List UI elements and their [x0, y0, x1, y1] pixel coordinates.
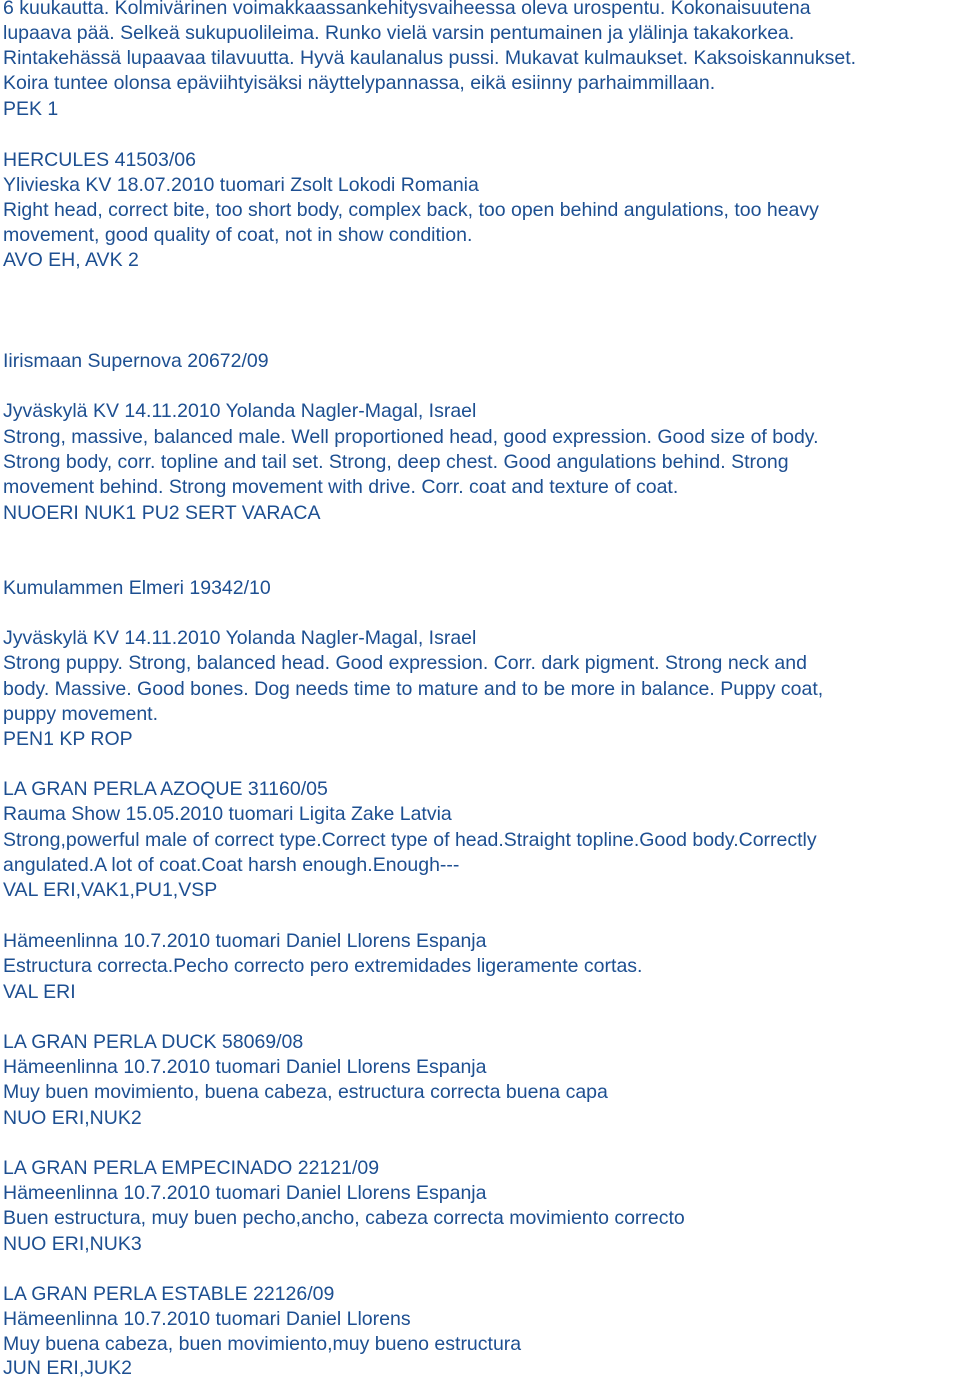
intro-line-1: 6 kuukautta. Kolmivärinen voimakkaassankehitysvaiheessa oleva urospentu. Kokonaisuutena — [3, 0, 811, 19]
supernova-critique-3: movement behind. Strong movement with drive. Corr. coat and texture of coat. — [3, 476, 679, 498]
intro-line-4: Koira tuntee olonsa epäviihtyisäksi näyttelypannassa, eikä esiinny parhaimmillaan. — [3, 72, 716, 94]
hercules-show: Ylivieska KV 18.07.2010 tuomari Zsolt Lokodi Romania — [3, 174, 479, 196]
empecinado-show: Hämeenlinna 10.7.2010 tuomari Daniel Llorens Espanja — [3, 1182, 487, 1204]
supernova-critique-1: Strong, massive, balanced male. Well proportioned head, good expression. Good size of body. — [3, 426, 819, 448]
supernova-title: Iirismaan Supernova 20672/09 — [3, 350, 269, 372]
hercules-title: HERCULES 41503/06 — [3, 149, 196, 171]
supernova-show: Jyväskylä KV 14.11.2010 Yolanda Nagler-Magal, Israel — [3, 400, 477, 422]
duck-title: LA GRAN PERLA DUCK 58069/08 — [3, 1031, 304, 1053]
azoque-critique-3: Estructura correcta.Pecho correcto pero extremidades ligeramente cortas. — [3, 955, 643, 977]
hercules-result: AVO EH, AVK 2 — [3, 249, 139, 271]
supernova-result: NUOERI NUK1 PU2 SERT VARACA — [3, 502, 321, 524]
azoque-title: LA GRAN PERLA AZOQUE 31160/05 — [3, 778, 328, 800]
hercules-critique-2: movement, good quality of coat, not in show condition. — [3, 224, 473, 246]
azoque-result-2: VAL ERI — [3, 981, 76, 1003]
azoque-show-2: Hämeenlinna 10.7.2010 tuomari Daniel Llorens Espanja — [3, 930, 487, 952]
azoque-result-1: VAL ERI,VAK1,PU1,VSP — [3, 879, 218, 901]
intro-line-3: Rintakehässä lupaavaa tilavuutta. Hyvä kaulanalus pussi. Mukavat kulmaukset. Kaksoiskannukset. — [3, 47, 857, 69]
supernova-critique-2: Strong body, corr. topline and tail set. Strong, deep chest. Good angulations behind. Strong — [3, 451, 789, 473]
duck-result: NUO ERI,NUK2 — [3, 1107, 142, 1129]
elmeri-critique-1: Strong puppy. Strong, balanced head. Good expression. Corr. dark pigment. Strong neck and — [3, 652, 807, 674]
elmeri-result: PEN1 KP ROP — [3, 728, 133, 750]
intro-line-2: lupaava pää. Selkeä sukupuolileima. Runko vielä varsin pentumainen ja ylälinja takakorkea. — [3, 22, 795, 44]
empecinado-title: LA GRAN PERLA EMPECINADO 22121/09 — [3, 1157, 380, 1179]
estable-critique: Muy buena cabeza, buen movimiento,muy bueno estructura — [3, 1333, 522, 1355]
duck-show: Hämeenlinna 10.7.2010 tuomari Daniel Llorens Espanja — [3, 1056, 487, 1078]
elmeri-critique-2: body. Massive. Good bones. Dog needs time to mature and to be more in balance. Puppy coat, — [3, 678, 824, 700]
empecinado-critique: Buen estructura, muy buen pecho,ancho, cabeza correcta movimiento correcto — [3, 1207, 685, 1229]
azoque-critique-2: angulated.A lot of coat.Coat harsh enough.Enough--- — [3, 854, 460, 876]
duck-critique: Muy buen movimiento, buena cabeza, estructura correcta buena capa — [3, 1081, 608, 1103]
azoque-show-1: Rauma Show 15.05.2010 tuomari Ligita Zake Latvia — [3, 803, 452, 825]
elmeri-critique-3: puppy movement. — [3, 703, 159, 725]
intro-result: PEK 1 — [3, 98, 59, 120]
elmeri-title: Kumulammen Elmeri 19342/10 — [3, 577, 271, 599]
estable-show: Hämeenlinna 10.7.2010 tuomari Daniel Llorens — [3, 1308, 411, 1330]
hercules-critique-1: Right head, correct bite, too short body, complex back, too open behind angulations, too heavy — [3, 199, 819, 221]
estable-title: LA GRAN PERLA ESTABLE 22126/09 — [3, 1283, 335, 1305]
azoque-critique-1: Strong,powerful male of correct type.Correct type of head.Straight topline.Good body.Correctly — [3, 829, 817, 851]
empecinado-result: NUO ERI,NUK3 — [3, 1233, 142, 1255]
estable-result: JUN ERI,JUK2 — [3, 1357, 132, 1379]
elmeri-show: Jyväskylä KV 14.11.2010 Yolanda Nagler-Magal, Israel — [3, 627, 477, 649]
